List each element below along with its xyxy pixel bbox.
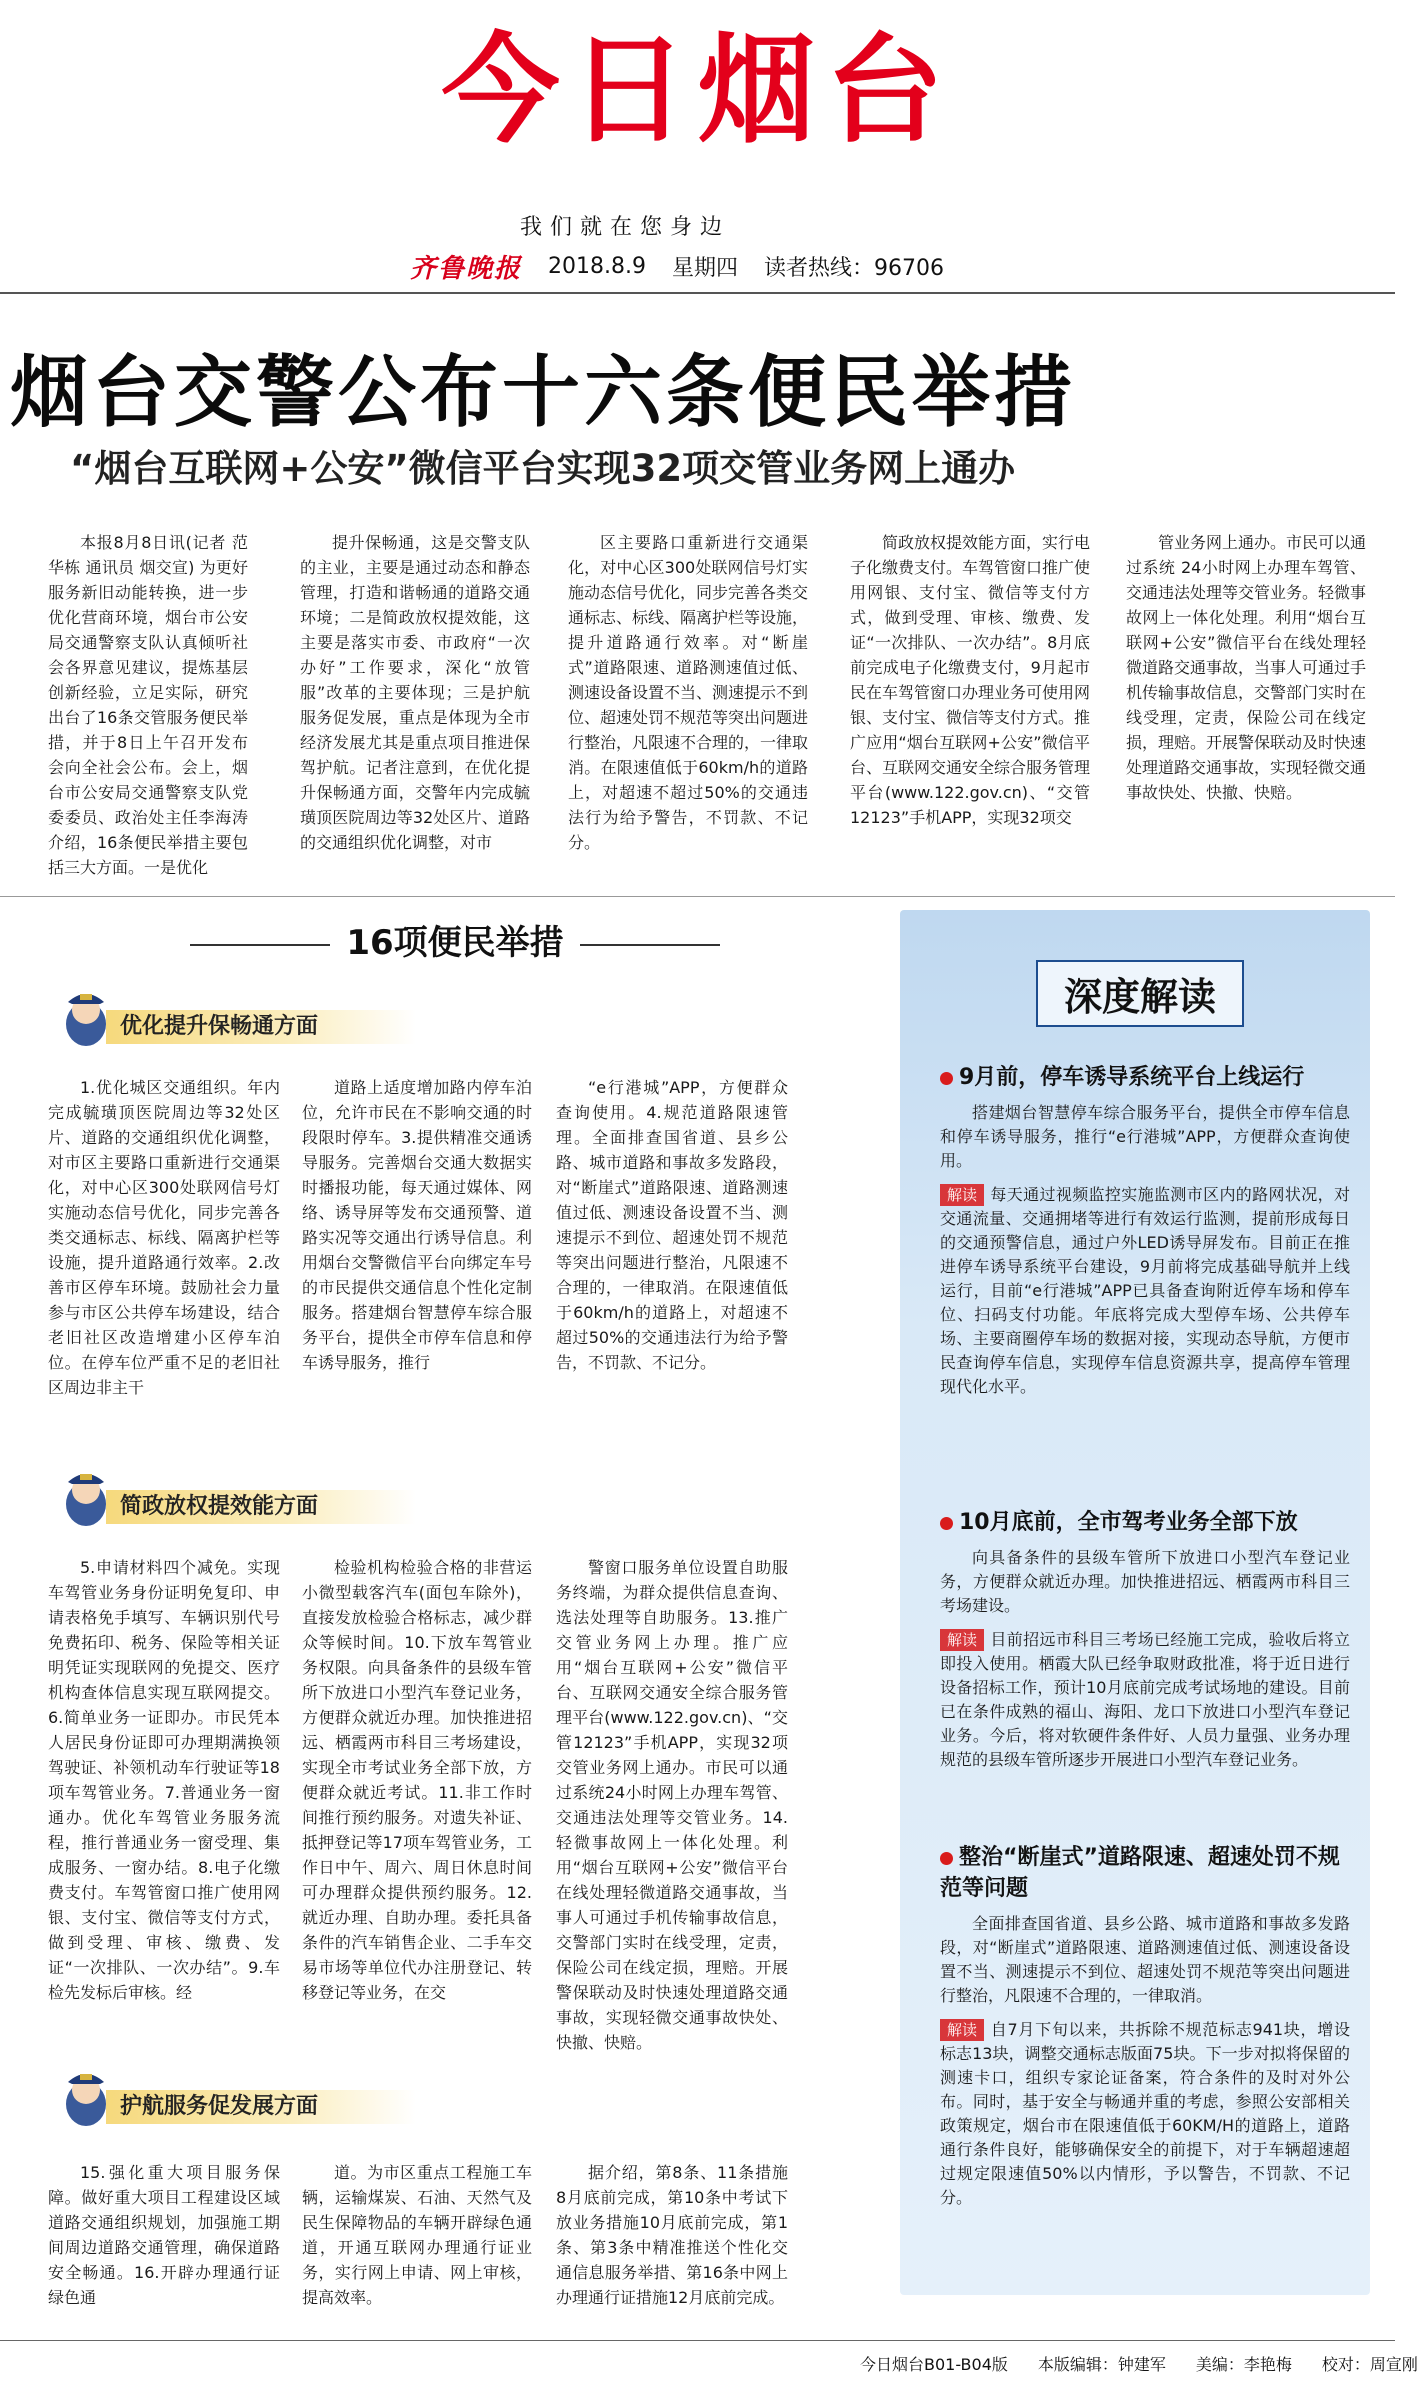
analysis-item-2: 10月底前，全市驾考业务全部下放 向具备条件的县级车管所下放进口小型汽车登记业务，方便群众就近办理。加快推进招远、栖霞两市科目三考场建设。 解读 目前招远市科目三考场已经施工完成，验收后将立即投入使用。栖霞大队已经争取财政批准，将于近日进行设备招标工作，预计10月底前完成考试场地的建设。目前已在条件成熟的福山、海阳、龙口下放进口小型汽车登记业务。今后，将对软硬件条件好、人员力量强、业务办理规范的县级车管所逐步开展进口小型汽车登记业务。 (940, 1510, 1350, 1769)
dateline (410, 248, 944, 285)
measures-sec3-column-1: 15.强化重大项目服务保障。做好重大项目工程建设区域道路交通组织规划，加强施工期间周边道路交通管理，确保道路安全畅通。16.开辟办理通行证绿色通 (48, 2163, 280, 2307)
footer-credits (860, 2352, 1418, 2375)
analysis-item-1: 9月前，停车诱导系统平台上线运行 搭建烟台智慧停车综合服务平台，提供全市停车信息和停车诱导服务，推行“e行港城”APP，方便群众查询使用。 解读 每天通过视频监控实施监测市区内的路网状况，对交通流量、交通拥堵等进行有效运行监测，提前形成每日的交通预警信息，通过户外LED诱导屏发布。目前正在推进停车诱导系统平台建设，9月前将完成基础导航并上线运行，目前“e行港城”APP已具备查询附近停车场和停车位、扫码支付功能。年底将完成大型停车场、公共停车场、主要商圈停车场的数据对接，实现动态导航，方便市民查询停车信息，实现停车信息资源共享，提高停车管理现代化水平。 (940, 1065, 1350, 1396)
measures-sec1-column-3: “e行港城”APP，方便群众查询使用。4.规范道路限速管理。全面排查国省道、县乡公路、城市道路和事故多发路段，对“断崖式”道路限速、道路测速值过低、测速设备设置不当、测速提示不到位、超速处罚不规范等突出问题进行整治，凡限速不合理的，一律取消。在限速值低于60km/h的道路上，对超速不超过50%的交通违法行为给予警告，不罚款、不记分。 (556, 1078, 788, 1372)
analysis-tag: 解读 (940, 1629, 984, 1651)
article-column-3: 区主要路口重新进行交通渠化，对中心区300处联网信号灯实施动态信号优化，同步完善各类交通标志、标线、隔离护栏等设施，提升道路通行效率。对“断崖式”道路限速、道路测速值过低、测速设备设置不当、测速提示不到位、超速处罚不规范等突出问题进行整治，凡限速不合理的，一律取消。在限速值低于60km/h的道路上，对超速不超过50%的交通违法行为给予警告，不罚款、不记分。 (568, 533, 809, 852)
analysis-tag: 解读 (940, 1184, 984, 1206)
footer-designer: 美编：李艳梅 (1195, 2355, 1292, 2374)
measures-sec1-column-1: 1.优化城区交通组织。年内完成毓璜顶医院周边等32处区片、道路的交通组织优化调整，对市区主要路口重新进行交通渠化，对中心区300处联网信号灯实施动态信号优化，同步完善各类交通标志、标线、隔离护栏等设施，提升道路通行效率。2.改善市区停车环境。鼓励社会力量参与市区公共停车场建设，结合老旧社区改造增建小区停车泊位。在停车位严重不足的老旧社区周边非主干 (48, 1078, 280, 1397)
article-subhead: “烟台互联网+公安”微信平台实现32项交管业务网上通办 (70, 447, 1016, 490)
issue-weekday: 星期四 (671, 256, 738, 281)
article-column-5: 管业务网上通办。市民可以通过系统 24小时网上办理车驾管、交通违法处理等交管业务。轻微事故网上一体化处理。利用“烟台互联网+公安”微信平台在线处理轻微道路交通事故，当事人可通过手机传输事故信息，交警部门实时在线受理，定责，保险公司在线定损，理赔。开展警保联动及时快速处理道路交通事故，实现轻微交通事故快处、快撤、快赔。 (1126, 533, 1367, 802)
bullet-icon (940, 1072, 953, 1085)
issue-date: 2018.8.9 (548, 254, 646, 279)
analysis-item-3: 整治“断崖式”道路限速、超速处罚不规范等问题 全面排查国省道、县乡公路、城市道路和事故多发路段，对“断崖式”道路限速、道路测速值过低、测速设备设置不当、测速提示不到位、超速处罚不规范等突出问题进行整治，凡限速不合理的，一律取消。 解读 自7月下旬以来，共拆除不规范标志941块，增设标志13块，调整交通标志版面75块。下一步对拟将保留的测速卡口，组织专家论证备案，符合条件的及时对外公布。同时，基于安全与畅通并重的考虑，参照公安部相关政策规定，烟台市在限速值低于60KM/H的道路上，道路通行条件良好，能够确保安全的前提下，对于车辆超速超过规定限速值50%以内情形，予以警告，不罚款、不记分。 (940, 1845, 1350, 2207)
bullet-icon (940, 1517, 953, 1530)
masthead-title: 今日烟台 (441, 21, 954, 159)
police-mascot-icon (50, 1460, 122, 1532)
brand-logo: 齐鲁晚报 (410, 254, 523, 284)
measures-sec2-column-3: 警窗口服务单位设置自助服务终端，为群众提供信息查询、选法处理等自助服务。13.推广交管业务网上办理。推广应用“烟台互联网+公安”微信平台、互联网交通安全综合服务管理平台(www.122.gov.cn)、“交管12123”手机APP，实现32项交管业务网上通办。市民可以通过系统24小时网上办理车驾管、交通违法处理等交管业务。14.轻微事故网上一体化处理。利用“烟台互联网+公安”微信平台在线处理轻微道路交通事故，当事人可通过手机传输事故信息，交警部门实时在线受理，定责，保险公司在线定损，理赔。开展警保联动及时快速处理道路交通事故，实现轻微交通事故快处、快撤、快赔。 (556, 1558, 788, 2052)
article-column-4: 简政放权提效能方面，实行电子化缴费支付。车驾管窗口推广使用网银、支付宝、微信等支付方式，做到受理、审核、缴费、发证“一次排队、一次办结”。8月底前完成电子化缴费支付，9月起市民在车驾管窗口办理业务可使用网银、支付宝、微信等支付方式。推广应用“烟台互联网+公安”微信平台、互联网交通安全综合服务管理平台(www.122.gov.cn)、“交管12123”手机APP，实现32项交 (850, 533, 1091, 827)
measures-section-title: 16项便民举措 (130, 915, 780, 964)
measures-sec2-column-1: 5.申请材料四个减免。实现车驾管业务身份证明免复印、申请表格免手填写、车辆识别代号免费拓印、税务、保险等相关证明凭证实现联网的免提交、医疗机构查体信息实现互联网提交。6.简单业务一证即办。市民凭本人居民身份证即可办理期满换领驾驶证、补领机动车行驶证等18项车驾管业务。7.普通业务一窗通办。优化车驾管业务服务流程，推行普通业务一窗受理、集成服务、一窗办结。8.电子化缴费支付。车驾管窗口推广使用网银、支付宝、微信等支付方式，做到受理、审核、缴费、发证“一次排队、一次办结”。9.车检先发标后审核。经 (48, 1558, 280, 2002)
footer-page: 今日烟台B01-B04版 (860, 2355, 1008, 2374)
analysis-tag: 解读 (940, 2019, 984, 2041)
measures-sec1-column-2: 道路上适度增加路内停车泊位，允许市民在不影响交通的时段限时停车。3.提供精准交通诱导服务。完善烟台交通大数据实时播报功能，每天通过媒体、网络、诱导屏等发布交通预警、道路实况等交通出行诱导信息。利用烟台交警微信平台向绑定车号的市民提供交通信息个性化定制服务。搭建烟台智慧停车综合服务平台，提供全市停车信息和停车诱导服务，推行 (302, 1078, 532, 1372)
section-divider (0, 896, 1395, 897)
section-header-optimize: 优化提升保畅通方面 (50, 980, 450, 1052)
police-mascot-icon (50, 980, 122, 1052)
article-column-1: 本报8月8日讯(记者 范华栋 通讯员 烟交宣) 为更好服务新旧动能转换，进一步优化营商环境，烟台市公安局交通警察支队认真倾听社会各界意见建议，提炼基层创新经验，立足实际，研究出台了16条交管服务便民举措，并于8日上午召开发布会向全社会公布。会上，烟台市公安局交通警察支队党委委员、政治处主任李海涛介绍，16条便民举措主要包括三大方面。一是优化 (48, 533, 248, 877)
police-mascot-icon (50, 2060, 122, 2132)
measures-sec3-column-3: 据介绍，第8条、11条措施8月底前完成，第10条中考试下放业务措施10月底前完成，第1条、第3条中精准推送个性化交通信息服务举措、第16条中网上办理通行证措施12月底前完成。 (556, 2163, 788, 2307)
article-headline: 烟台交警公布十六条便民举措 (10, 348, 1077, 438)
footer-editor: 本版编辑：钟建军 (1037, 2355, 1166, 2374)
section-header-escort: 护航服务促发展方面 (50, 2060, 450, 2132)
reader-hotline: 读者热线：96706 (764, 256, 944, 281)
footer-proofreader: 校对：周宣刚 (1321, 2355, 1418, 2374)
article-column-2: 提升保畅通，这是交警支队的主业，主要是通过动态和静态管理，打造和谐畅通的道路交通环境；二是简政放权提效能，这主要是落实市委、市政府“一次办好”工作要求，深化“放管服”改革的主要体现；三是护航服务促发展，重点是体现为全市经济发展尤其是重点项目推进保驾护航。记者注意到，在优化提升保畅通方面，交警年内完成毓璜顶医院周边等32处区片、道路的交通组织优化调整，对市 (300, 533, 530, 852)
footer-divider (0, 2340, 1395, 2341)
masthead-divider (0, 292, 1395, 294)
measures-sec2-column-2: 检验机构检验合格的非营运小微型载客汽车(面包车除外)，直接发放检验合格标志，减少群众等候时间。10.下放车驾管业务权限。向具备条件的县级车管所下放进口小型汽车登记业务，方便群众就近办理。加快推进招远、栖霞两市科目三考场建设，实现全市考试业务全部下放，方便群众就近考试。11.非工作时间推行预约服务。对遗失补证、抵押登记等17项车驾管业务，工作日中午、周六、周日休息时间可办理群众提供预约服务。12.就近办理、自助办理。委托具备条件的汽车销售企业、二手车交易市场等单位代办注册登记、转移登记等业务，在交 (302, 1558, 532, 2002)
masthead-slogan: 我们就在您身边 (520, 215, 731, 240)
section-header-streamline: 简政放权提效能方面 (50, 1460, 450, 1532)
analysis-panel-title: 深度解读 (940, 960, 1340, 1027)
measures-sec3-column-2: 道。为市区重点工程施工车辆，运输煤炭、石油、天然气及民生保障物品的车辆开辟绿色通道，开通互联网办理通行证业务，实行网上申请、网上审核，提高效率。 (302, 2163, 532, 2307)
bullet-icon (940, 1852, 953, 1865)
